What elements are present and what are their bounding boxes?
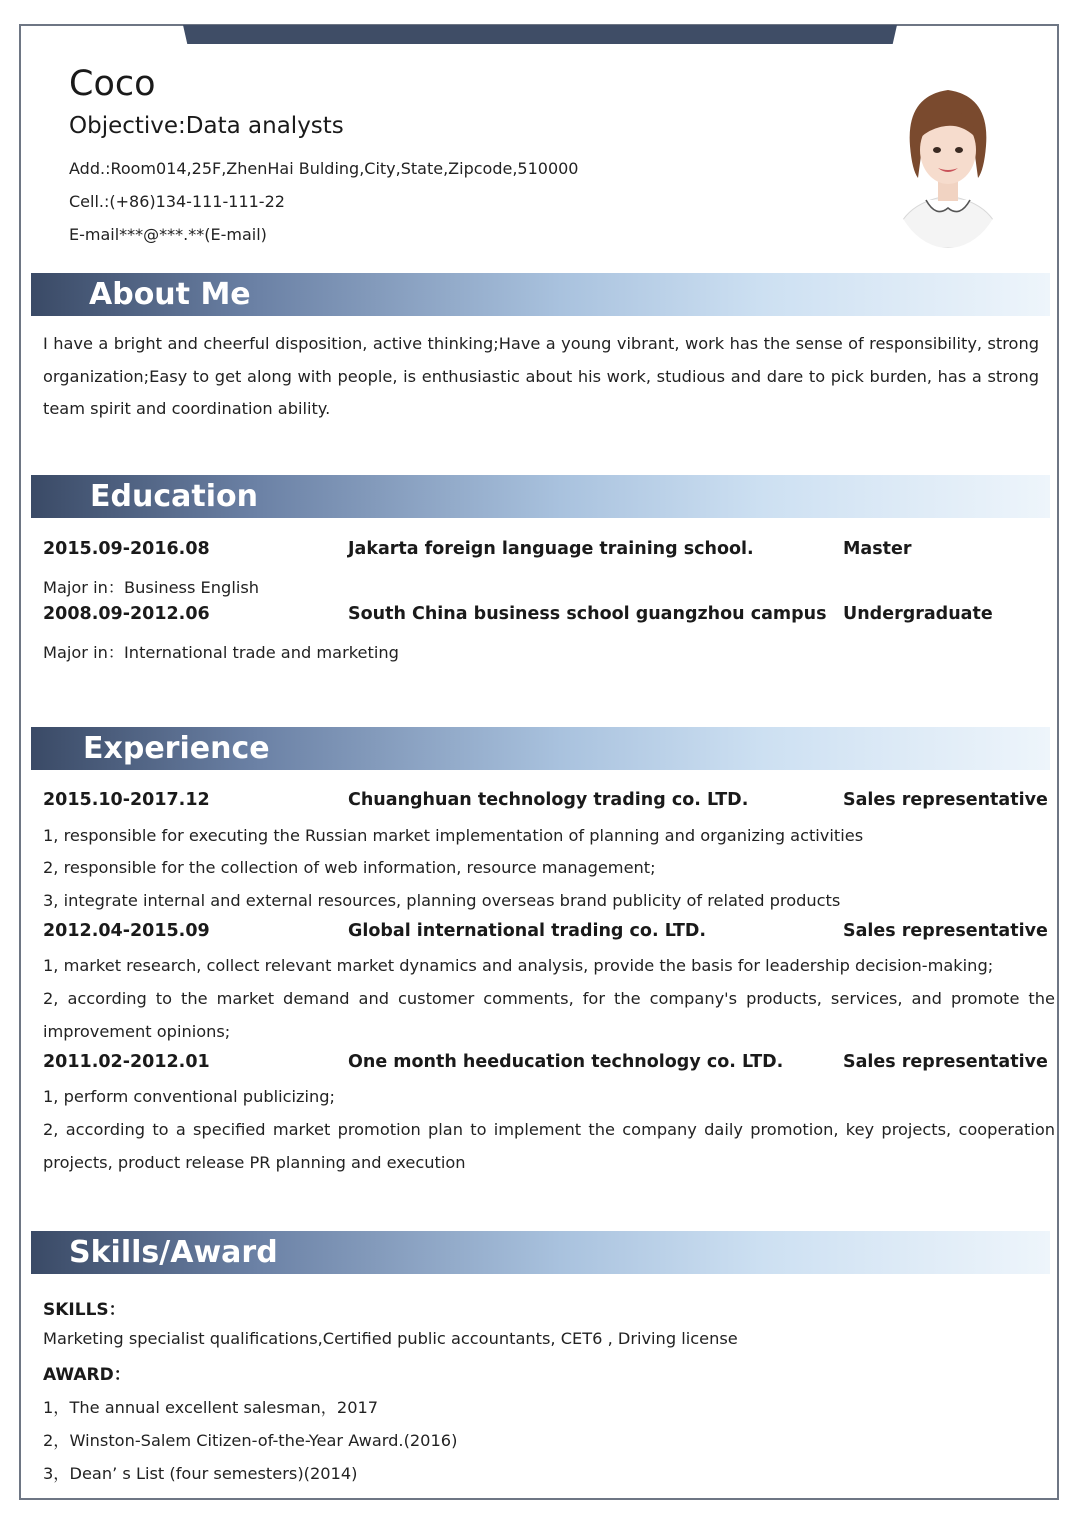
education-degree: Undergraduate: [843, 604, 993, 624]
experience-duty: 1, market research, collect relevant market dynamics and analysis, provide the basis for leadership decision-making;: [43, 956, 994, 975]
skills-title: Skills/Award: [69, 1235, 278, 1270]
experience-role: Sales representative: [843, 790, 1048, 810]
education-school: South China business school guangzhou campus: [348, 604, 827, 624]
about-section-header: [31, 273, 1050, 316]
about-title: About Me: [89, 277, 251, 312]
experience-duty: 2, according to a specified market promotion plan to implement the company daily promotion, key projects, cooperation projects, product release PR planning and execution: [43, 1120, 1055, 1172]
experience-title: Experience: [83, 731, 270, 766]
education-school: Jakarta foreign language training school.: [348, 539, 754, 559]
award-label: AWARD：: [43, 1365, 131, 1385]
education-title: Education: [90, 479, 258, 514]
skills-section-header: [31, 1231, 1050, 1274]
experience-role: Sales representative: [843, 921, 1048, 941]
education-major: Major in：International trade and marketing: [43, 643, 399, 662]
award-item: 3，Dean’ s List (four semesters)(2014): [43, 1464, 358, 1483]
experience-duty: 3, integrate internal and external resources, planning overseas brand publicity of related products: [43, 891, 841, 910]
experience-duty: 2, according to the market demand and customer comments, for the company's products, services, and promote the improvement opinions;: [43, 989, 1055, 1041]
education-row: [43, 604, 1043, 634]
cell-phone: Cell.:(+86)134-111-111-22: [69, 192, 285, 211]
experience-role: Sales representative: [843, 1052, 1048, 1072]
resume-name: Coco: [69, 64, 156, 104]
experience-company: Global international trading co. LTD.: [348, 921, 707, 941]
education-major: Major in：Business English: [43, 578, 260, 597]
experience-duty: 2, responsible for the collection of web information, resource management;: [43, 858, 656, 877]
skills-label: SKILLS：: [43, 1300, 126, 1320]
about-text: I have a bright and cheerful disposition, active thinking;Have a young vibrant, work has the sense of responsibility, strong organization;Easy to get along with people, is enthusiastic about his work, studious and dare to pick burden, has a strong team spirit and coordination ability.: [43, 334, 1039, 419]
experience-period: 2012.04-2015.09: [43, 921, 210, 941]
skills-text: Marketing specialist qualifications,Certified public accountants, CET6 , Driving license: [43, 1329, 738, 1348]
experience-row: [43, 790, 1048, 820]
experience-duty: 1, perform conventional publicizing;: [43, 1087, 335, 1106]
education-period: 2015.09-2016.08: [43, 539, 210, 559]
education-degree: Master: [843, 539, 912, 559]
award-item: 2，Winston-Salem Citizen-of-the-Year Award.(2016): [43, 1431, 458, 1450]
education-period: 2008.09-2012.06: [43, 604, 210, 624]
experience-company: One month heeducation technology co. LTD.: [348, 1052, 784, 1072]
experience-period: 2015.10-2017.12: [43, 790, 210, 810]
award-item: 1，The annual excellent salesman，2017: [43, 1398, 379, 1417]
experience-company: Chuanghuan technology trading co. LTD.: [348, 790, 749, 810]
address: Add.:Room014,25F,ZhenHai Bulding,City,State,Zipcode,510000: [69, 159, 579, 178]
experience-section-header: [31, 727, 1050, 770]
education-row: [43, 539, 1043, 569]
experience-period: 2011.02-2012.01: [43, 1052, 210, 1072]
objective: Objective:Data analysts: [69, 113, 344, 139]
education-section-header: [31, 475, 1050, 518]
experience-row: [43, 1052, 1048, 1082]
profile-photo: [888, 78, 1008, 248]
top-accent-bar: [183, 25, 897, 44]
experience-row: [43, 921, 1048, 951]
email: E-mail***@***.**(E-mail): [69, 225, 267, 244]
experience-duty: 1, responsible for executing the Russian market implementation of planning and organizing activities: [43, 826, 864, 845]
